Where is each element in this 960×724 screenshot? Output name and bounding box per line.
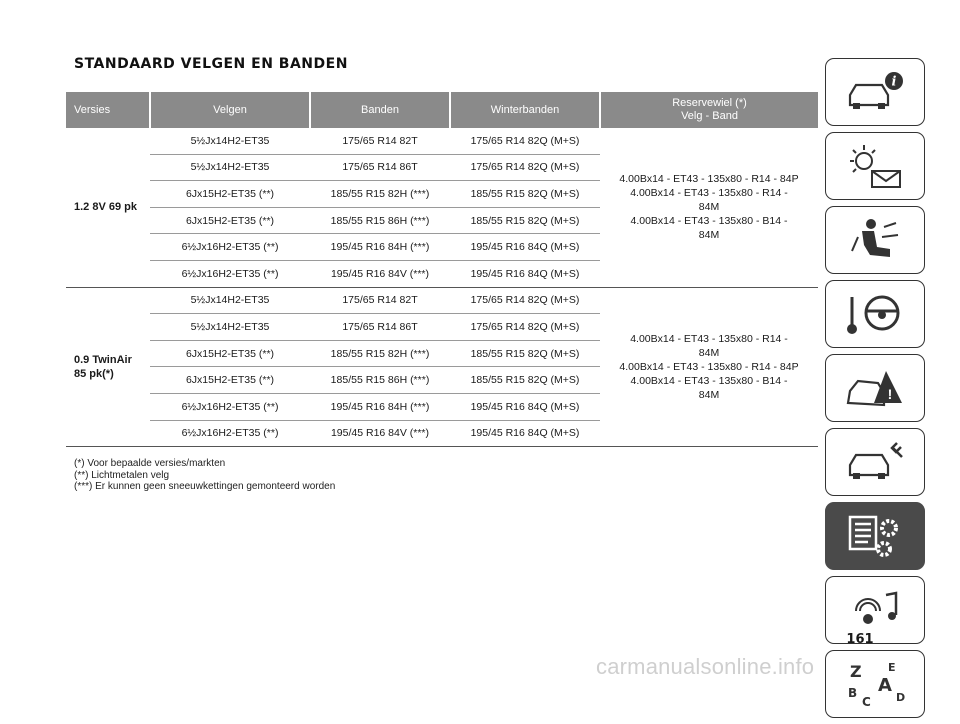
car-maintenance-icon — [844, 437, 906, 487]
car-info-icon — [844, 67, 906, 117]
tyre-cell: 195/45 R16 84H (***) — [310, 393, 450, 420]
table-row — [66, 128, 818, 154]
rim-cell: 6Jx15H2-ET35 (**) — [150, 207, 310, 234]
table-header-row — [66, 92, 818, 128]
warning-lights-icon — [844, 141, 906, 191]
steering-wheel-key-icon — [844, 289, 906, 339]
tyre-cell: 185/55 R15 86H (***) — [310, 207, 450, 234]
index-letter: D — [896, 691, 906, 704]
rim-cell: 6Jx15H2-ET35 (**) — [150, 181, 310, 208]
tyre-cell: 185/55 R15 86H (***) — [310, 367, 450, 394]
rim-cell: 6½Jx16H2-ET35 (**) — [150, 234, 310, 261]
header-banden: Banden — [310, 92, 450, 128]
version-cell: 0.9 TwinAir 85 pk(*) — [66, 287, 150, 447]
winter-tyre-cell: 195/45 R16 84Q (M+S) — [450, 234, 600, 261]
rim-cell: 6Jx15H2-ET35 (**) — [150, 340, 310, 367]
winter-tyre-cell: 195/45 R16 84Q (M+S) — [450, 393, 600, 420]
winter-tyre-cell: 185/55 R15 82Q (M+S) — [450, 207, 600, 234]
watermark: carmanualsonline.info — [596, 654, 815, 679]
tab-car-info[interactable] — [825, 58, 925, 126]
spare-wheel-cell: 4.00Bx14 - ET43 - 135x80 - R14 - 84M 4.00Bx14 - ET43 - 135x80 - R14 - 84P 4.00Bx14 - ET43 - 135x80 - B14 - 84M — [600, 287, 818, 447]
header-velgen: Velgen — [150, 92, 310, 128]
spare-wheel-cell: 4.00Bx14 - ET43 - 135x80 - R14 - 84P 4.00Bx14 - ET43 - 135x80 - R14 - 84M 4.00Bx14 - ET43 - 135x80 - B14 - 84M — [600, 128, 818, 287]
tyre-cell: 175/65 R14 86T — [310, 314, 450, 341]
winter-tyre-cell: 175/65 R14 82Q (M+S) — [450, 154, 600, 181]
winter-tyre-cell: 195/45 R16 84Q (M+S) — [450, 260, 600, 287]
technical-data-icon — [844, 511, 906, 561]
footnote: (***) Er kunnen geen sneeuwkettingen gemonteerd worden — [74, 481, 336, 492]
svg-text:!: ! — [887, 386, 893, 402]
winter-tyre-cell: 185/55 R15 82Q (M+S) — [450, 367, 600, 394]
tab-emergency[interactable] — [825, 354, 925, 422]
index-letter: Z — [850, 662, 862, 681]
footnote: (**) Lichtmetalen velg — [74, 469, 170, 481]
table-body — [66, 128, 818, 447]
tab-technical-data[interactable] — [825, 502, 925, 570]
rim-cell: 6Jx15H2-ET35 (**) — [150, 367, 310, 394]
tyre-cell: 185/55 R15 82H (***) — [310, 181, 450, 208]
rim-cell: 6½Jx16H2-ET35 (**) — [150, 420, 310, 447]
rim-cell: 5½Jx14H2-ET35 — [150, 314, 310, 341]
winter-tyre-cell: 175/65 R14 82Q (M+S) — [450, 128, 600, 154]
winter-tyre-cell: 185/55 R15 82Q (M+S) — [450, 340, 600, 367]
table-row — [66, 287, 818, 314]
chapter-tabs — [825, 58, 927, 724]
index-letter: A — [878, 675, 892, 696]
tyre-cell: 175/65 R14 82T — [310, 128, 450, 154]
tab-maintenance[interactable] — [825, 428, 925, 496]
tab-index[interactable] — [825, 650, 925, 718]
winter-tyre-cell: 175/65 R14 82Q (M+S) — [450, 314, 600, 341]
alphabetical-index-icon — [844, 659, 906, 709]
rim-cell: 6½Jx16H2-ET35 (**) — [150, 260, 310, 287]
version-cell: 1.2 8V 69 pk — [66, 128, 150, 287]
rim-cell: 6½Jx16H2-ET35 (**) — [150, 393, 310, 420]
header-reservewiel: Reservewiel (*) Velg - Band — [600, 92, 818, 128]
spec-table — [66, 92, 818, 447]
svg-text:i: i — [891, 74, 897, 90]
index-letter: C — [862, 695, 871, 709]
tyre-cell: 195/45 R16 84H (***) — [310, 234, 450, 261]
index-letter: B — [848, 686, 858, 700]
rim-cell: 5½Jx14H2-ET35 — [150, 128, 310, 154]
rim-cell: 5½Jx14H2-ET35 — [150, 154, 310, 181]
tyre-cell: 175/65 R14 82T — [310, 287, 450, 314]
header-winterbanden: Winterbanden — [450, 92, 600, 128]
tab-steering-key[interactable] — [825, 280, 925, 348]
seat-safety-icon — [844, 215, 906, 265]
car-emergency-icon — [844, 363, 906, 413]
footnotes — [74, 458, 335, 493]
tyre-cell: 195/45 R16 84V (***) — [310, 420, 450, 447]
winter-tyre-cell: 175/65 R14 82Q (M+S) — [450, 287, 600, 314]
header-versies: Versies — [66, 92, 150, 128]
multimedia-icon — [844, 585, 906, 635]
index-letter: E — [888, 661, 896, 674]
page-number: 161 — [846, 632, 874, 647]
page-title: STANDAARD VELGEN EN BANDEN — [74, 56, 348, 72]
footnote: (*) Voor bepaalde versies/markten — [74, 458, 226, 469]
winter-tyre-cell: 195/45 R16 84Q (M+S) — [450, 420, 600, 447]
winter-tyre-cell: 185/55 R15 82Q (M+S) — [450, 181, 600, 208]
rim-cell: 5½Jx14H2-ET35 — [150, 287, 310, 314]
tyre-cell: 185/55 R15 82H (***) — [310, 340, 450, 367]
tyre-cell: 175/65 R14 86T — [310, 154, 450, 181]
tyre-cell: 195/45 R16 84V (***) — [310, 260, 450, 287]
tab-warning-lights[interactable] — [825, 132, 925, 200]
tab-seat-safety[interactable] — [825, 206, 925, 274]
